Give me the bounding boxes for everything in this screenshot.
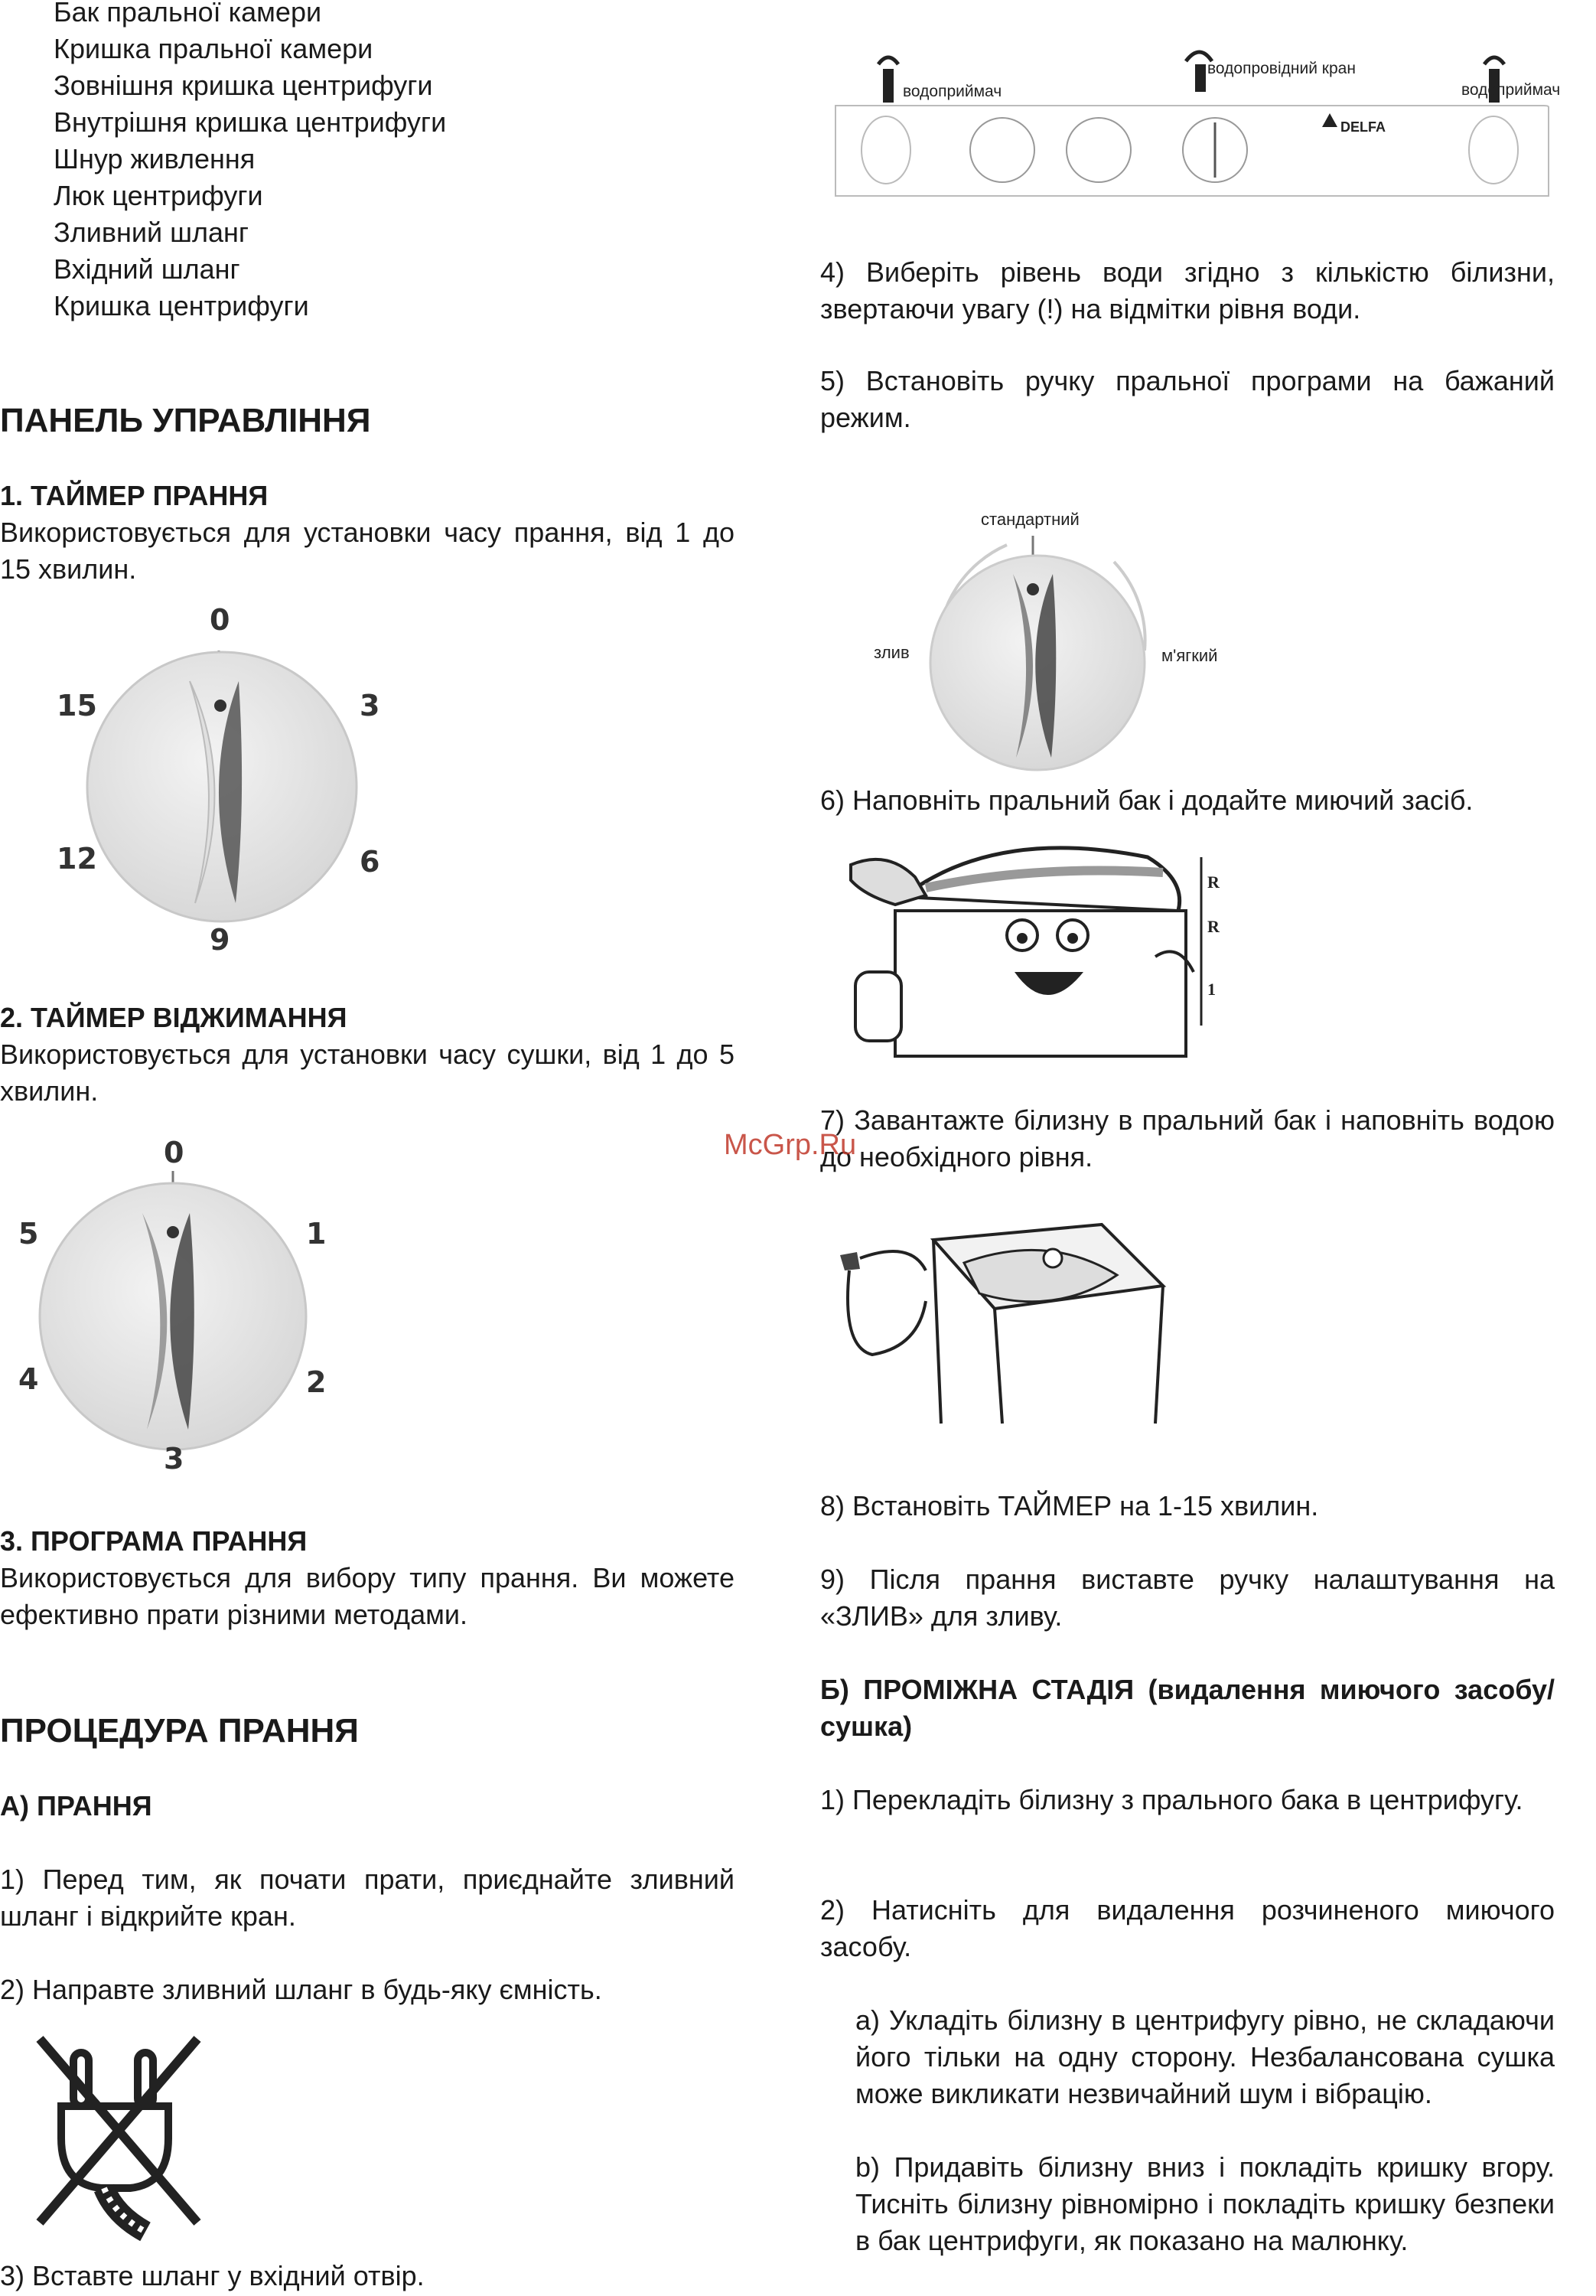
parts-list-item: Вхідний шланг <box>54 253 240 285</box>
fill-detergent-illustration-icon <box>842 834 1239 1056</box>
wash-dial-label-12: 12 <box>57 842 97 876</box>
wash-step-3: 3) Вставте шланг у вхідний отвір. <box>0 2260 425 2291</box>
parts-list-item: Внутрішня кришка центрифуги <box>54 106 447 138</box>
program-heading: 3. ПРОГРАМА ПРАННЯ <box>0 1525 308 1557</box>
water-intake-right-label: водоприймач <box>1461 81 1561 99</box>
wash-dial-label-0: 0 <box>210 603 230 637</box>
section-title-procedure: ПРОЦЕДУРА ПРАННЯ <box>0 1712 359 1750</box>
spin-timer-knob-icon <box>28 1125 318 1446</box>
program-description: Використовується для вибору типу прання. Ви можете ефективно прати різними методами. <box>0 1562 734 1630</box>
wash-dial-label-3: 3 <box>360 689 380 722</box>
wash-step-2: 2) Направте зливний шланг в будь-яку ємність. <box>0 1974 602 2005</box>
stage-b-step-2a: a) Укладіть білизну в центрифугу рівно, не складаючи його тільки на одну сторону. Незбалансована сушка може викликати незвичайний шум і вібрацію. <box>855 2004 1555 2109</box>
parts-list-item: Кришка центрифуги <box>54 290 309 321</box>
wash-step-4: 4) Виберіть рівень води згідно з кількістю білизни, звертаючи увагу (!) на відмітки рівня води. <box>820 256 1555 325</box>
spin-dial-label-0: 0 <box>164 1136 184 1169</box>
wash-step-1: 1) Перед тим, як почати прати, приєднайте зливний шланг і відкрийте кран. <box>0 1864 734 1932</box>
spin-timer-description: Використовується для установки часу сушки, від 1 до 5 хвилин. <box>0 1039 734 1107</box>
wash-step-8: 8) Встановіть ТАЙМЕР на 1-15 хвилин. <box>820 1490 1319 1521</box>
program-label-drain: злив <box>874 643 910 662</box>
wash-step-7: 7) Завантажте білизну в пральний бак і наповніть водою до необхідного рівня. <box>820 1104 1555 1172</box>
wash-step-6: 6) Наповніть пральний бак і додайте миючий засіб. <box>820 784 1474 816</box>
spin-dial-label-5: 5 <box>18 1217 39 1251</box>
wash-step-5: 5) Встановіть ручку пральної програми на бажаний режим. <box>820 365 1555 433</box>
parts-list-item: Зливний шланг <box>54 217 249 248</box>
wash-dial-label-9: 9 <box>210 923 230 957</box>
wash-timer-description: Використовується для установки часу прання, від 1 до 15 хвилин. <box>0 517 734 585</box>
brand-logo: DELFA <box>1340 119 1386 135</box>
svg-text:R: R <box>1207 872 1220 892</box>
water-tap-label: водопровідний кран <box>1207 60 1356 77</box>
program-label-standard: стандартний <box>981 510 1080 529</box>
watermark: McGrp.Ru <box>724 1129 857 1161</box>
spin-timer-heading: 2. ТАЙМЕР ВІДЖИМАННЯ <box>0 1002 347 1033</box>
wash-timer-heading: 1. ТАЙМЕР ПРАННЯ <box>0 480 269 511</box>
spin-dial-label-3: 3 <box>164 1442 184 1476</box>
no-plug-warning-icon <box>31 2031 207 2245</box>
wash-timer-knob-icon <box>69 605 375 926</box>
spin-dial-label-4: 4 <box>18 1362 39 1396</box>
program-label-soft: м'ягкий <box>1161 646 1218 665</box>
wash-dial-label-6: 6 <box>360 845 380 879</box>
wash-dial-label-15: 15 <box>57 689 97 722</box>
parts-list-item: Зовнішня кришка центрифуги <box>54 70 433 101</box>
section-title-control-panel: ПАНЕЛЬ УПРАВЛІННЯ <box>0 402 371 439</box>
load-laundry-illustration-icon <box>826 1209 1178 1431</box>
stage-b-step-2: 2) Натисніть для видалення розчиненого миючого засобу. <box>820 1894 1555 1962</box>
spin-dial-label-1: 1 <box>306 1217 327 1251</box>
control-panel-drawing-icon <box>832 43 1552 196</box>
parts-list-item: Кришка пральної камери <box>54 33 373 64</box>
svg-text:R: R <box>1207 917 1220 936</box>
parts-list-item: Бак пральної камери <box>54 0 322 28</box>
water-intake-left-label: водоприймач <box>903 83 1002 100</box>
stage-b-step-1: 1) Перекладіть білизну з прального бака в центрифугу. <box>820 1784 1523 1815</box>
program-knob-icon <box>923 528 1152 758</box>
stage-b-heading: Б) ПРОМІЖНА СТАДІЯ (видалення миючого засобу/сушка) <box>820 1674 1555 1742</box>
spin-dial-label-2: 2 <box>306 1365 327 1399</box>
svg-text:1: 1 <box>1207 980 1216 999</box>
wash-step-9: 9) Після прання виставте ручку налаштування на «ЗЛИВ» для зливу. <box>820 1564 1555 1632</box>
stage-b-step-2b: b) Придавіть білизну вниз і покладіть кришку вгору. Тисніть білизну рівномірно і покладіть кришку безпеки в бак центрифуги, як показано на малюнку. <box>855 2151 1555 2256</box>
parts-list-item: Шнур живлення <box>54 143 256 174</box>
parts-list-item: Люк центрифуги <box>54 180 263 211</box>
wash-subheading: А) ПРАННЯ <box>0 1790 152 1821</box>
